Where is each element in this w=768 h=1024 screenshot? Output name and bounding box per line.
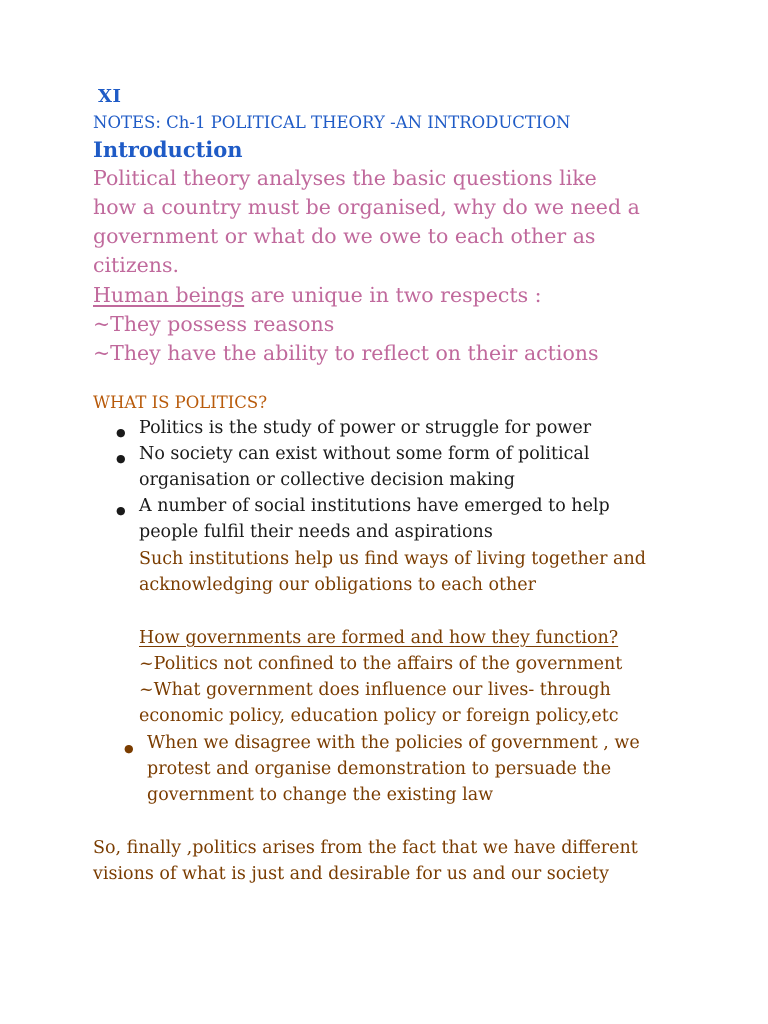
bullet-item-continuation: protest and organise demonstration to persuade the	[147, 759, 612, 779]
conclusion-line: visions of what is just and desirable for us and our society	[93, 864, 609, 884]
institutions-line: acknowledging our obligations to each other	[139, 575, 537, 595]
governments-line: ~Politics not confined to the affairs of the government	[139, 654, 623, 674]
bullet-icon: ●	[116, 452, 126, 465]
notes-title: NOTES: Ch-1 POLITICAL THEORY -AN INTRODUCTION	[93, 113, 571, 132]
intro-line: government or what do we owe to each other as	[93, 224, 596, 248]
conclusion-line: So, finally ,politics arises from the fact that we have different	[93, 838, 638, 858]
bullet-item-continuation: organisation or collective decision making	[139, 470, 516, 490]
institutions-line: Such institutions help us find ways of living together and	[139, 549, 646, 569]
bullet-item: No society can exist without some form of political	[139, 444, 590, 464]
human-beings-line	[93, 283, 542, 307]
governments-line: ~What government does influence our lives- through	[139, 680, 611, 700]
human-beings-term: Human beings	[93, 283, 245, 307]
bullet-icon: ●	[124, 742, 134, 755]
bullet-item: Politics is the study of power or struggle for power	[139, 418, 592, 438]
bullet-item: When we disagree with the policies of government , we	[147, 733, 640, 753]
respect-item: ~They have the ability to reflect on their actions	[93, 341, 599, 365]
bullet-icon: ●	[116, 426, 126, 439]
bullet-item-continuation: people fulfil their needs and aspirations	[139, 522, 493, 542]
human-beings-rest: are unique in two respects :	[244, 283, 542, 307]
section-heading-politics: WHAT IS POLITICS?	[93, 393, 268, 412]
bullet-item: A number of social institutions have emerged to help	[139, 496, 610, 516]
governments-line: economic policy, education policy or foreign policy,etc	[139, 706, 619, 726]
respect-item: ~They possess reasons	[93, 312, 335, 336]
intro-line: how a country must be organised, why do we need a	[93, 195, 640, 219]
bullet-item-continuation: government to change the existing law	[147, 785, 494, 805]
bullet-icon: ●	[116, 504, 126, 517]
governments-subheading: How governments are formed and how they function?	[139, 628, 619, 648]
intro-line: Political theory analyses the basic questions like	[93, 166, 597, 190]
grade-label: XI	[98, 86, 122, 107]
section-heading-introduction: Introduction	[93, 137, 243, 162]
intro-line: citizens.	[93, 253, 180, 277]
